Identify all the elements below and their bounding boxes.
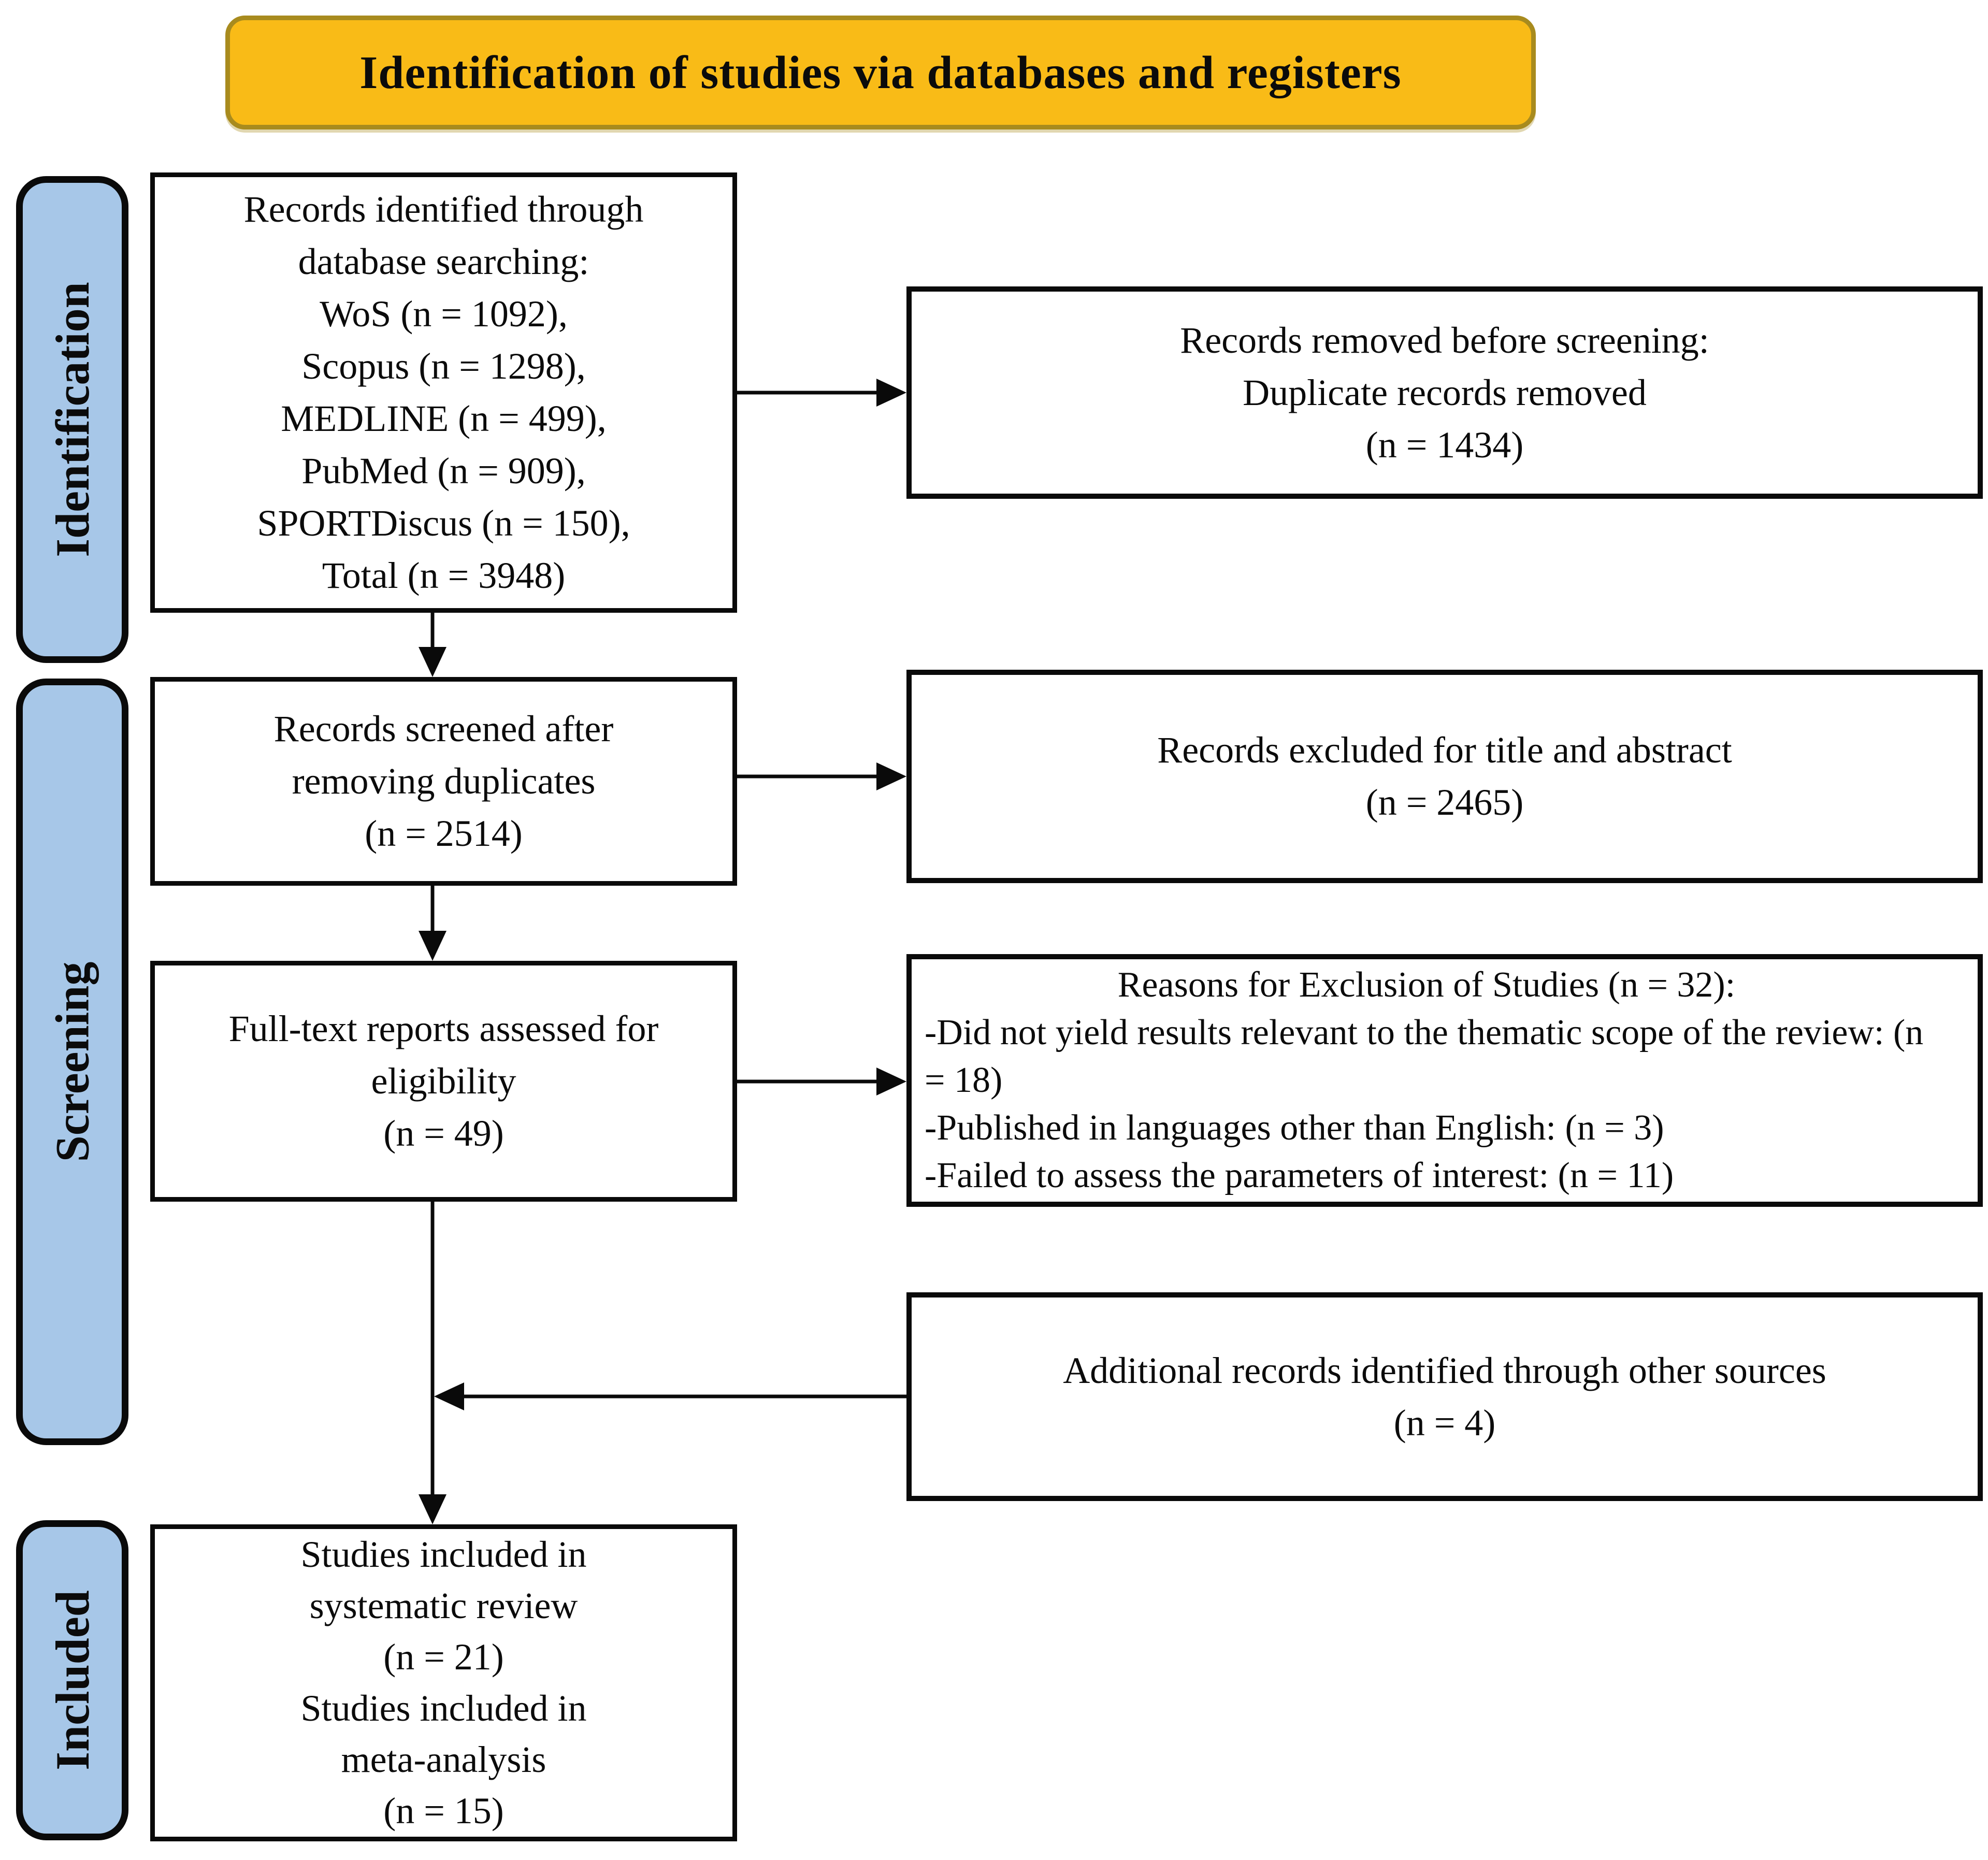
box-studies-included [150,1524,737,1841]
arrow-identified-to-screened [419,613,446,677]
records-removed-line: (n = 1434) [1365,424,1524,466]
records-excluded-line: (n = 2465) [1365,782,1524,823]
arrow-additional-to-flow [434,1382,906,1410]
arrow-fulltext-to-included [419,1202,446,1524]
fulltext-assessed-line: (n = 49) [383,1113,504,1154]
exclusion-reason-item: -Published in languages other than English: (n = 3) [925,1108,1664,1148]
studies-included-line: Studies included in [300,1534,587,1575]
box-additional-records [906,1292,1983,1501]
stage-included-text: Included [46,1590,99,1770]
records-removed-line: Records removed before screening: [1180,319,1709,361]
additional-records-line: Additional records identified through other sources [1063,1349,1826,1391]
box-fulltext-assessed [150,961,737,1202]
arrow-screened-to-fulltext [419,886,446,961]
exclusion-reason-item: -Did not yield results relevant to the thematic scope of the review: (n = 18) [925,1013,1924,1100]
studies-included-line: (n = 15) [383,1790,504,1832]
exclusion-reasons-title: Reasons for Exclusion of Studies (n = 32): [1117,965,1736,1005]
stage-label-screening [16,679,128,1445]
records-screened-line: (n = 2514) [365,813,523,854]
records-identified-line: Records identified through [243,189,644,230]
box-exclusion-reasons [906,954,1983,1207]
box-records-identified [150,172,737,613]
stage-screening-text: Screening [46,961,99,1162]
box-records-excluded [906,670,1983,883]
records-identified-line: WoS (n = 1092), [320,293,568,335]
arrow-fulltext-to-reasons [737,1068,906,1095]
studies-included-line: systematic review [309,1585,578,1626]
records-excluded-line: Records excluded for title and abstract [1157,729,1732,771]
stage-label-identification [16,176,128,663]
arrow-identified-to-removed [737,379,906,407]
records-identified-line: SPORTDiscus (n = 150), [257,502,630,544]
box-records-screened [150,677,737,886]
records-removed-line: Duplicate records removed [1243,371,1647,413]
arrow-screened-to-excluded [737,762,906,790]
records-identified-line: Total (n = 3948) [322,555,566,596]
box-records-removed-before-screening [906,286,1983,499]
fulltext-assessed-line: eligibility [371,1060,516,1102]
fulltext-assessed-line: Full-text reports assessed for [228,1008,659,1049]
studies-included-line: meta-analysis [341,1739,546,1780]
records-identified-line: database searching: [298,241,589,282]
records-screened-line: Records screened after [273,708,614,749]
records-screened-line: removing duplicates [292,760,596,802]
additional-records-line: (n = 4) [1393,1402,1496,1444]
title-banner-label: Identification of studies via databases and registers [359,47,1402,98]
studies-included-line: Studies included in [300,1688,587,1729]
studies-included-line: (n = 21) [383,1636,504,1678]
records-identified-line: MEDLINE (n = 499), [281,398,607,439]
title-banner [225,16,1536,129]
stage-label-included [16,1520,128,1840]
records-identified-line: Scopus (n = 1298), [301,345,586,387]
exclusion-reason-item: -Failed to assess the parameters of interest: (n = 11) [925,1156,1674,1195]
records-identified-line: PubMed (n = 909), [301,450,586,492]
stage-identification-text: Identification [46,282,99,557]
